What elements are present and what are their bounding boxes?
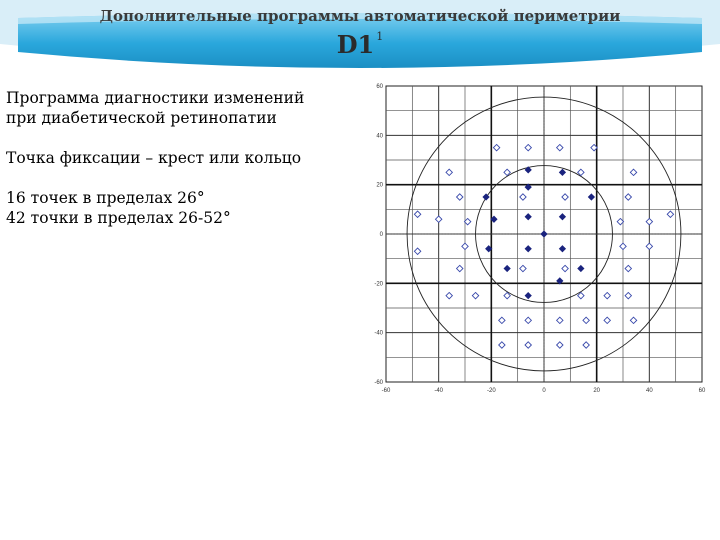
y-tick-label: -40 (374, 330, 383, 337)
subtitle-superscript: 1 (376, 30, 384, 43)
perimetry-chart (365, 72, 713, 404)
line-16-points: 16 точек в пределах 26° (6, 189, 205, 207)
line-program: Программа диагностики изменений (6, 89, 305, 107)
slide-subtitle (0, 30, 720, 59)
slide-title: Дополнительные программы автоматической периметрии (99, 7, 621, 25)
subtitle-text: D1 (336, 30, 375, 59)
description-block-3 (6, 188, 351, 228)
description-text (6, 88, 351, 248)
y-tick-label: 0 (379, 232, 383, 238)
y-tick-label: -60 (374, 380, 383, 386)
y-tick-label: 20 (376, 182, 383, 189)
line-fixation: Точка фиксации – крест или кольцо (6, 149, 302, 167)
perimetry-chart-svg (365, 72, 713, 404)
x-tick-label: -40 (434, 388, 444, 394)
line-42-points: 42 точки в пределах 26-52° (6, 209, 231, 227)
x-tick-label: -60 (381, 388, 391, 394)
description-block-1 (6, 88, 351, 128)
x-tick-label: 60 (698, 388, 706, 394)
y-tick-label: 40 (376, 133, 383, 140)
description-block-2 (6, 148, 351, 168)
y-tick-label: -20 (374, 281, 383, 288)
x-tick-label: 0 (542, 388, 546, 394)
x-tick-label: 40 (645, 388, 653, 394)
x-tick-label: 20 (593, 388, 601, 394)
line-retinopathy: при диабетической ретинопатии (6, 109, 277, 127)
x-tick-label: -20 (486, 388, 496, 394)
y-tick-label: 60 (376, 84, 383, 90)
